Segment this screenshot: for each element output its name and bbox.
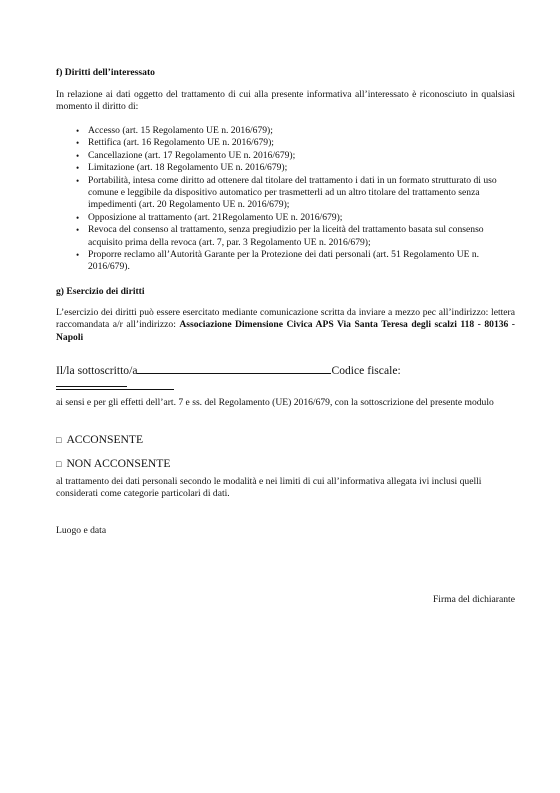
closing-text: al trattamento dei dati personali secondo le modalità e nei limiti di cui all’informativa allegata ivi inclusi quelli considerati come categorie particolari di dati.	[56, 476, 482, 500]
list-item: • Opposizione al trattamento (art. 21Regolamento UE n. 2016/679);	[56, 212, 515, 224]
list-item: • Proporre reclamo all’Autorità Garante per la Protezione dei dati personali (art. 51 Regolamento UE n. 2016/679).	[56, 249, 515, 274]
list-item: • Portabilità, intesa come diritto ad ottenere dal titolare del trattamento i dati in un formato strutturato di uso comune e leggibile da dispositivo automatico per trasmetterli ad un altro titolare del trattamento senza impedimenti (art. 20 Regolamento UE n. 2016/679);	[56, 175, 515, 212]
section-g-text-plain: L’esercizio dei diritti può essere esercitato mediante comunicazione scritta da inviare a mezzo pec all’indirizzo: lettera raccomandata a/r all’indirizzo:	[56, 307, 515, 331]
no-consent-option[interactable]	[56, 456, 515, 472]
list-item: • Limitazione (art. 18 Regolamento UE n. 2016/679);	[56, 162, 515, 174]
signer-name-field[interactable]	[137, 362, 331, 374]
place-date-label: Luogo e data	[56, 525, 107, 536]
fiscal-code-field-continuation[interactable]	[56, 375, 127, 387]
consent-checkbox[interactable]: □	[56, 435, 62, 445]
signer-row-continuation	[56, 375, 515, 391]
section-g-heading: g) Esercizio dei diritti	[56, 286, 145, 297]
legal-text: ai sensi e per gli effetti dell’art. 7 e ss. del Regolamento (UE) 2016/679, con la sottoscrizione del presente modulo	[56, 397, 494, 408]
signature-label: Firma del dichiarante	[432, 594, 515, 605]
section-f-heading: f) Diritti dell’interessato	[56, 67, 155, 78]
signer-label: Il/la sottoscritto/a	[56, 364, 138, 377]
list-item: • Cancellazione (art. 17 Regolamento UE n. 2016/679);	[56, 150, 515, 162]
list-item: • Revoca del consenso al trattamento, senza pregiudizio per la liceità del trattamento basata sul consenso acquisito prima della revoca (art. 7, par. 3 Regolamento UE n. 2016/679);	[56, 224, 515, 249]
rights-list	[56, 125, 515, 274]
section-f-intro: In relazione ai dati oggetto del trattamento di cui alla presente informativa all’interessato è riconosciuto in qualsiasi momento il diritto di:	[56, 89, 515, 113]
list-item: • Rettifica (art. 16 Regolamento UE n. 2016/679);	[56, 137, 515, 149]
association-address: Associazione Dimensione Civica APS Via Santa Teresa degli scalzi 118 - 80136 - Napoli	[56, 319, 515, 343]
consent-label: ACCONSENTE	[66, 433, 144, 446]
list-item: • Accesso (art. 15 Regolamento UE n. 2016/679);	[56, 125, 515, 137]
section-g-text	[56, 307, 515, 344]
no-consent-label: NON ACCONSENTE	[66, 457, 171, 470]
fiscal-code-label: Codice fiscale:	[331, 364, 401, 377]
consent-option[interactable]	[56, 432, 515, 448]
no-consent-checkbox[interactable]: □	[56, 459, 62, 469]
